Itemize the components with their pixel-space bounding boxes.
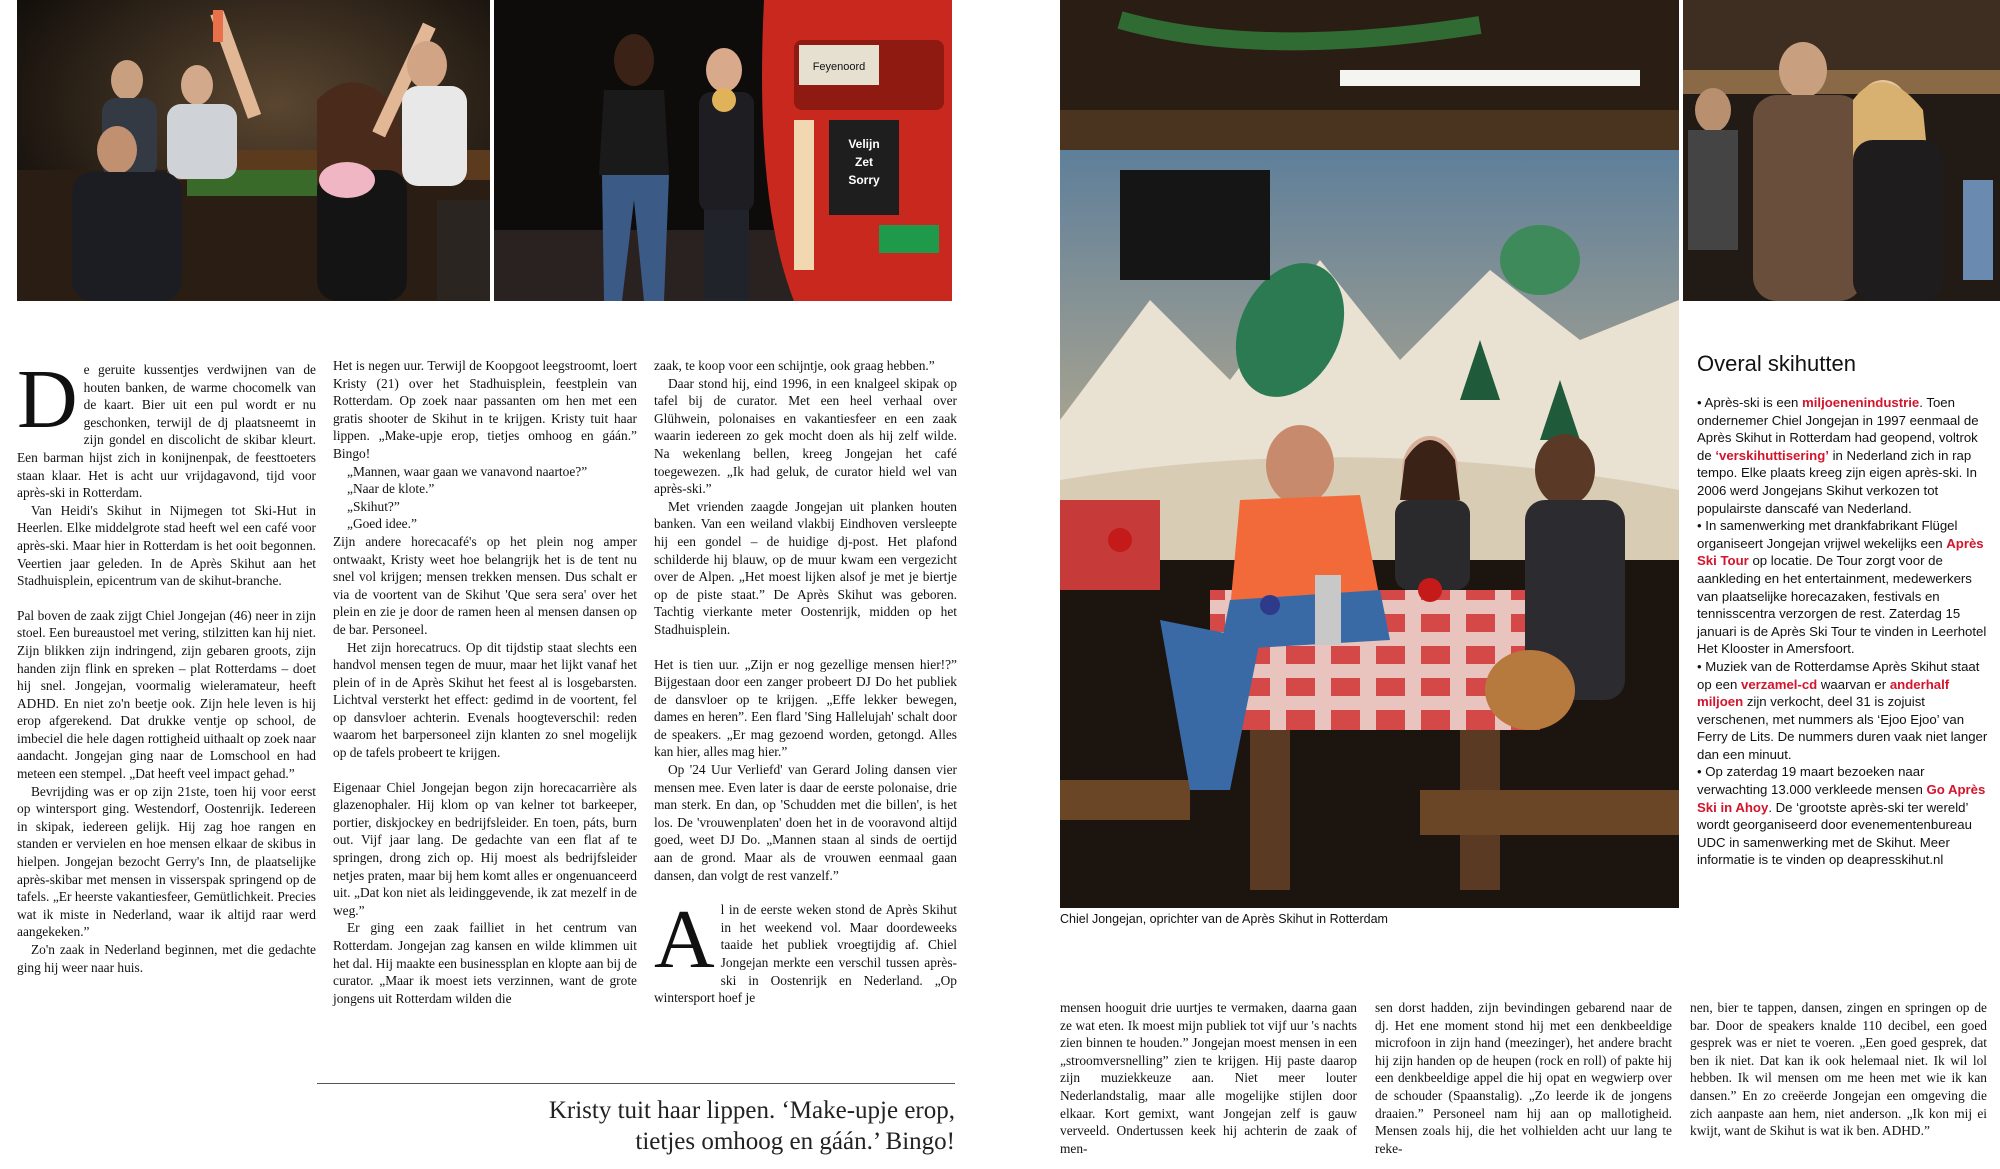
drop-cap-d: D (17, 353, 78, 446)
dialogue-line: „Mannen, waar gaan we vanavond naartoe?” (347, 463, 588, 479)
van-sticker-feyenoord: Feyenoord (812, 61, 866, 73)
sidebar-item-3: • Muziek van de Rotterdamse Après Skihut staat op een verzamel-cd waarvan er anderhalf miljoen zijn verkocht, deel 31 is zojuist verschenen, met nummers als ‘Ejoo Ejoo’ van Ferry de Lits. De nummers duren vaak niet langer dan een minuut. (1697, 658, 1988, 762)
paragraph: nen, bier te tappen, dansen, zingen en springen op de bar. Door de speakers knalde 110 decibel, een goed gesprek was er niet te voeren. „Een goed gesprek, dat ben ik niet. Dat kan ik ook helemaal niet. Ik wil lol hebben. Ik wil mensen om me heen met wie ik kan dansen.” En zo creëerde Jongejan een omgeving die zich aanpaste aan hem, niet anderson. „Ik kon mij ei kwijt, want de Skihut is wat ik ben. ADHD.” (1690, 1000, 1987, 1139)
paragraph: Zijn andere horecacafé's op het plein nog amper ontwaakt, Kristy weet hoe belangrijk het is de tent nu snel vol krijgen; mensen trekken mensen. Dus schalt er via de voortent van de Skihut 'Que sera sera' over het plein en zie je door de ramen heen al mensen dansen op de bar. Personeel. (333, 533, 637, 637)
paragraph: Zo'n zaak in Nederland beginnen, met die gedachte ging hij weer naar huis. (17, 942, 316, 975)
sidebar-item-2: • In samenwerking met drankfabrikant Flügel organiseert Jongejan vrijwel wekelijks een Après Ski Tour op locatie. De Tour zorgt voor de aankleding en het entertainment, medewerkers van plaatselijke horecazaken, festivals en tennisscentra verzorgen de rest. Zaterdag 15 januari is de Après Ski Tour te vinden in Leerhotel Het Klooster in Amersfoort. (1697, 518, 1987, 657)
dialogue-line: „Goed idee.” (347, 516, 417, 532)
drop-cap-a: A (654, 893, 715, 987)
dialogue-line: „Naar de klote.” (347, 481, 435, 497)
paragraph: Het is negen uur. Terwijl de Koopgoot leegstroomt, loert Kristy (21) over het Stadhuisplein, feestplein van Rotterdam. Op zoek naar passanten om hen met een gratis shooter de Skihut in te krijgen. Kristy tuit haar lippen. „Make-upje erop, tietjes omhoog en gáán.” Bingo! (333, 358, 637, 461)
van-sign-line3: Sorry (848, 173, 880, 187)
dialogue-line: „Skihut?” (347, 498, 400, 514)
photo-chiel-jongejan-bar (1060, 0, 1679, 908)
paragraph: Met vrienden zaagde Jongejan uit planken houten banken. Van een weiland vlakbij Eindhoven versleepte hij een gondel – de huidige dj-post. Het plafond schilderde hij blauw, op de muur kwam een vergezicht over de Alpen. „Het moest lijken alsof je met je biertje op de piste staat.” De Après Skihut was geboren. Tachtig vierkante meter Oostenrijk, midden op het Stadhuisplein. (654, 498, 957, 637)
photo-caption: Chiel Jongejan, oprichter van de Après Skihut in Rotterdam (1060, 912, 1388, 926)
sidebar-overal-skihutten (1697, 350, 1993, 869)
pullquote-line-2: tietjes omhoog en gáán.’ Bingo! (635, 1128, 955, 1155)
paragraph: Het zijn horecatrucs. Op dit tijdstip staat slechts een handvol mensen tegen de muur, maar het lijkt vanaf het plein of in de Après Skihut het feest al is losgebarsten. Lichtval versterkt het effect: gedimd in de voortent, fel op dansvloer achterin. Evenals hoogteverschil: reden waarom het barpersoneel zijn klanten zo snel mogelijk op de tafels probeert te krijgen. (333, 639, 637, 761)
pullquote-line-1: Kristy tuit haar lippen. ‘Make-upje erop, (548, 1097, 955, 1124)
article-column-3 (654, 357, 957, 1007)
lead-paragraph: e geruite kussentjes verdwijnen van de houten banken, de warme chocomelk van de kaart. Bier uit een pul wordt er nu geschonken, terwijl de dj plaatsneemt in zijn gondel en discolicht de skibar kleurt. Een barman hijst zich in konijnenpak, de feesttoeters staan klaar. Het is acht uur vrijdagavond, tijd voor après-ski in Rotterdam. (17, 362, 316, 501)
van-sign-line2: Zet (855, 155, 873, 169)
paragraph: Eigenaar Chiel Jongejan begon zijn horecacarrière als glazenophaler. Hij klom op van kelner tot barkeeper, portier, diskjockey en bedrijfsleider. En toen, páts, burn out. Vijf jaar lang. De gedachte van een flat af te springen, drong zich op. Hij moest als bedrijfsleider netjes praten, maar bij hem komt alles er ongenuanceerd uit. „Dat kon niet als leidinggevende, ik zat mezelf in de weg.” (333, 779, 637, 918)
article-column-1 (17, 353, 316, 976)
pullquote-rule (317, 1083, 955, 1084)
paragraph: Op '24 Uur Verliefd' van Gerard Joling dansen vier mensen mee. Even later is daar de eerste polonaise, drie man sterk. En dan, op 'Schudden met die billen', is het los. De 'vrouwenplaten' doen het in de vooravond altijd goed, weet DJ Do. „Mannen staan al sinds de oertijd aan de grond. Maar als de vrouwen eenmaal gaan dansen, dan volgt de rest vanzelf.” (654, 762, 957, 883)
article-column-5 (1375, 999, 1672, 1157)
photo-dance-floor-van (494, 0, 952, 301)
photo-party-crowd (17, 0, 490, 301)
article-column-4 (1060, 999, 1357, 1157)
paragraph: Van Heidi's Skihut in Nijmegen tot Ski-Hut in Heerlen. Elke middelgrote stad heeft wel een café voor après-ski. Maar hier in Rotterdam is het ooit begonnen. Veertien jaar geleden. In de Après Skihut aan het Stadhuisplein, epicentrum van de skihut-branche. (17, 502, 316, 589)
paragraph: Bevrijding was er op zijn 21ste, toen hij voor eerst op wintersport ging. Westendorf, Oostenrijk. Iedereen in skipak, iedereen gelijk. Hij zag hoe rangen en standen er vervielen en hoe mensen elkaar de skibus in hielpen. Jongejan bezocht Gerry's Inn, de plaatselijke après-skibar met mensen in visserspak springend op de tafels. „Er heerste vakantiesfeer, Gemütlichkeit. Precies wat ik miste in Nederland, waar ik altijd raar werd aangekeken.” (17, 783, 316, 940)
article-column-2 (333, 357, 637, 1007)
photo-dancing-couple (1683, 0, 2000, 301)
paragraph: zaak, te koop voor een schijntje, ook graag hebben.” (654, 358, 935, 373)
paragraph: l in de eerste weken stond de Après Skihut in het weekend vol. Maar doordeweeks taaide het publiek vroegtijdig af. Chiel Jongejan merkte een verschil tussen après-ski in Oostenrijk en Nederland. „Op wintersport hoef je (654, 902, 957, 1006)
paragraph: Het is tien uur. „Zijn er nog gezellige mensen hier!?” Bijgestaan door een zanger probeert DJ Do het publiek de dansvloer op te krijgen. „Effe lekker bewegen, dames en heren”. Een flard 'Sing Hallelujah' schalt door de speakers. „Er mag gezoend worden, getongd. Alles kan hier, alles mag hier.” (654, 656, 957, 760)
paragraph: Pal boven de zaak zijgt Chiel Jongejan (46) neer in zijn stoel. Een bureaustoel met vering, stilzitten kan hij niet. Zijn blikken zijn indringend, zijn gebaren groots, zijn handen zijn flink en spreken – plat Rotterdams – doet hij snel. Jongejan, voormalig wieleramateur, heeft ADHD. En niet zo'n beetje ook. Zijn hele leven is hij erop afgerekend. Dat drukke ventje op school, de imbeciel die hele dagen rottigheid uithaalt op zoek naar aandacht. Jongejan ging naar de Lomschool en had meteen een stempel. „Dat heeft veel impact gehad.” (17, 607, 316, 782)
paragraph: Daar stond hij, eind 1996, in een knalgeel skipak op tafel bij de curator. Met een heel verhaal over Glühwein, polonaises en vakantiesfeer en een zaak waarin iedereen zo gek mocht doen als hij zelf wilde. Na wekenlang bellen, kreeg Jongejan het café toegewezen. „Ik had geluk, de curator hield wel van après-ski.” (654, 375, 957, 497)
pullquote (317, 1095, 955, 1157)
sidebar-item-4: • Op zaterdag 19 maart bezoeken naar verwachting 13.000 verkleede mensen Go Après Ski in Ahoy. De ‘grootste après-ski ter wereld’ wordt georganiseerd door evenementenbureau UDC in samenwerking met de Skihut. Meer informatie is te vinden op deapresskihut.nl (1697, 764, 1986, 868)
article-column-6 (1690, 999, 1987, 1140)
sidebar-title: Overal skihutten (1697, 351, 1856, 376)
sidebar-item-1: • Après-ski is een miljoenenindustrie. Toen ondernemer Chiel Jongejan in 1997 eenmaal de Après Skihut in Rotterdam had geopend, voltrok de ‘verskihuttisering’ in Nederland zich in rap tempo. Elke plaats kreeg zijn eigen après-ski. In 2006 werd Jongejans Skihut verkozen tot populairste danscafé van Nederland. (1697, 395, 1979, 516)
paragraph: Er ging een zaak failliet in het centrum van Rotterdam. Jongejan zag kansen en wilde klimmen uit het dal. Hij maakte een businessplan en klopte aan bij de curator. „Maar ik moest iets verzinnen, want de grote jongens uit Rotterdam wilden die (333, 920, 637, 1006)
paragraph: mensen hooguit drie uurtjes te vermaken, daarna gaan ze wat eten. Ik moest mijn publiek tot vijf uur 's nachts zien binnen te houden.” Jongejan moest mensen in een „stroomversnelling” zien te krijgen. Hij paste daarop zijn muziekkeuze aan. Niet meer louter Nederlandstalig, maar alle mogelijke stijlen door elkaar. Kort gemixt, want Jongejan zelf is gauw verveeld. Ondertussen keek hij achterin de zaak of men- (1060, 1000, 1357, 1156)
paragraph: sen dorst hadden, zijn bevindingen gebarend naar de dj. Het ene moment stond hij met een denkbeeldige microfoon in zijn hand (meezinger), het andere bracht hij zijn handen op de heupen (rock en roll) of pakte hij een denkbeeldige appel die hij opat en wegwierp over de schouder (Spaanstalig). „Zo leerde ik de jongens draaien.” Personeel nam hij aan op mallotigheid. Mensen zoals hij, die het volhielden acht uur lang te reke- (1375, 1000, 1672, 1156)
van-sign-line1: Velijn (848, 137, 880, 151)
